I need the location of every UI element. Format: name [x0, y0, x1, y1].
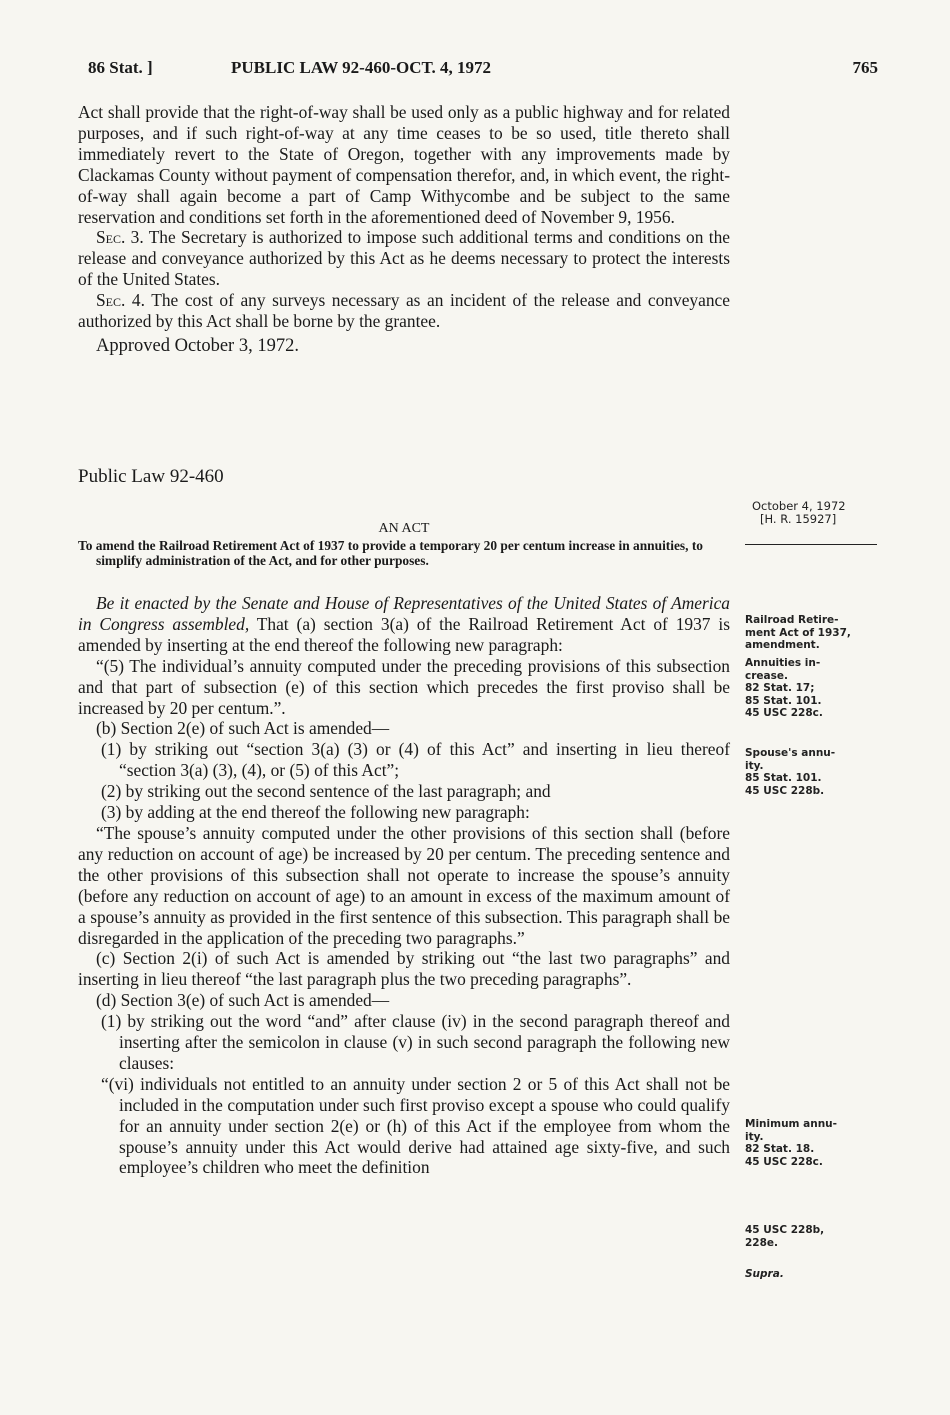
note-line: 85 Stat. 101.	[745, 694, 822, 707]
note-line: ity.	[745, 759, 764, 772]
section-4	[78, 290, 730, 332]
spouse-paragraph: “The spouse’s annuity computed under the other provisions of this section shall (before any reduction on account of age) be increased by 20 per centum. The preceding sentence and the other provisions of this subsection shall not operate to increase the spouse’s annuity (before any reduction on account of age) to an amount in excess of the maximum amount of a spouse’s annuity as provided in the first sentence of this subsection. This paragraph shall be disregarded in the application of the preceding two paragraphs.”	[78, 822, 730, 948]
approved-date: Approved October 3, 1972.	[96, 335, 299, 356]
page-number: 765	[852, 58, 878, 77]
note-line: 45 USC 228c.	[745, 1155, 823, 1168]
margin-note-supra	[745, 1268, 895, 1281]
note-line: 85 Stat. 101.	[745, 772, 822, 784]
note-line: Spouse's annu-	[745, 747, 836, 759]
act-title-block	[78, 521, 730, 569]
an-act-heading: AN ACT	[378, 521, 430, 536]
note-line: amendment.	[745, 639, 820, 651]
note-line: ity.	[745, 1130, 764, 1143]
continued-text-block	[78, 102, 730, 357]
note-line: 228e.	[745, 1236, 779, 1249]
margin-note-usc	[745, 1224, 895, 1249]
paragraph-5: “(5) The individual’s annuity computed under the preceding provisions of this subsection and that part of subsection (e) of this section which precedes the first proviso shall be increased by 20 per centum.”.	[78, 655, 730, 718]
note-line: 45 USC 228c.	[745, 707, 823, 719]
clause-b2: (2) by striking out the second sentence of the last paragraph; and	[101, 781, 551, 802]
note-line: Minimum annu-	[745, 1118, 838, 1130]
margin-note-annuities	[745, 657, 895, 720]
law-title: PUBLIC LAW 92-460-OCT. 4, 1972	[231, 58, 492, 77]
clause-b1: (1) by striking out “section 3(a) (3) or (4) of this Act” and inserting in lieu thereof “section 3(a) (3), (4), or (5) of this Act”;	[101, 739, 730, 781]
enacting-formula: Be it enacted by the Senate and House of Representatives of the United States of America in Congress assembled,	[78, 593, 730, 634]
margin-note-spouse	[745, 747, 895, 797]
note-line: 82 Stat. 18.	[745, 1143, 815, 1155]
note-line: 82 Stat. 17;	[745, 682, 815, 694]
margin-date-note	[752, 500, 902, 525]
page-header	[88, 58, 878, 82]
note-line: 45 USC 228b,	[745, 1224, 825, 1236]
public-law-heading: Public Law 92-460	[78, 466, 224, 487]
act-purpose: To amend the Railroad Retirement Act of 1937 to provide a temporary 20 per centum increase in annuities, to simplify administration of the Act, and for other purposes.	[78, 538, 703, 569]
section-4-text: The cost of any surveys necessary as an incident of the release and conveyance authorized by this Act shall be borne by the grantee.	[78, 290, 730, 332]
note-line: Supra.	[745, 1268, 784, 1280]
note-line: Annuities in-	[745, 657, 821, 669]
subsection-b: (b) Section 2(e) of such Act is amended—	[96, 718, 390, 739]
enactment-date: October 4, 1972	[752, 499, 846, 513]
margin-note-minimum	[745, 1118, 895, 1168]
margin-note-railroad	[745, 614, 895, 652]
paragraph-continuation: Act shall provide that the right-of-way shall be used only as a public highway and for related purposes, and if such right-of-way at any time ceases to be so used, title thereto shall immediately revert to the State of Oregon, together with any improvements made by Clackamas County without payment of compensation therefor, and, in which event, the right-of-way shall again become a part of Camp Withycombe and be subject to the same reservation and conditions set forth in the aforementioned deed of November 9, 1956.	[78, 102, 730, 227]
note-line: ment Act of 1937,	[745, 626, 851, 639]
section-3	[78, 227, 730, 290]
enacting-text: That (a) section 3(a) of the Railroad Retirement Act of 1937 is amended by inserting at the end thereof the following new paragraph:	[78, 613, 730, 655]
section-3-text: The Secretary is authorized to impose such additional terms and conditions on the release and conveyance authorized by this Act as he deems necessary to protect the interests of the United States.	[78, 227, 730, 290]
enacting-clause	[78, 593, 730, 656]
note-line: 45 USC 228b.	[745, 784, 825, 797]
note-line: crease.	[745, 669, 788, 682]
section-3-label: Sec. 3.	[96, 227, 144, 248]
subsection-d: (d) Section 3(e) of such Act is amended—	[96, 990, 390, 1011]
bill-number: [H. R. 15927]	[760, 511, 837, 526]
clause-b3: (3) by adding at the end thereof the following new paragraph:	[101, 802, 530, 823]
margin-rule	[745, 544, 877, 545]
note-line: Railroad Retire-	[745, 614, 839, 626]
act-body	[78, 593, 730, 1178]
section-4-label: Sec. 4.	[96, 290, 145, 311]
clause-d1: (1) by striking out the word “and” after clause (iv) in the second paragraph thereof and inserting after the semicolon in clause (v) in such second paragraph the following new clauses:	[101, 1011, 730, 1073]
clause-vi: “(vi) individuals not entitled to an annuity under section 2 or 5 of this Act shall not be included in the computation under such first proviso except a spouse who could qualify for an annuity under section 2(e) or (h) of this Act if the employee from whom the spouse’s annuity under this Act would derive had attained age sixty-five, and such employee’s children who meet the definition	[101, 1073, 730, 1178]
stat-reference: 86 Stat. ]	[88, 58, 153, 77]
subsection-c: (c) Section 2(i) of such Act is amended by striking out “the last two paragraphs” and inserting in lieu thereof “the last paragraph plus the two preceding paragraphs”.	[78, 948, 730, 990]
